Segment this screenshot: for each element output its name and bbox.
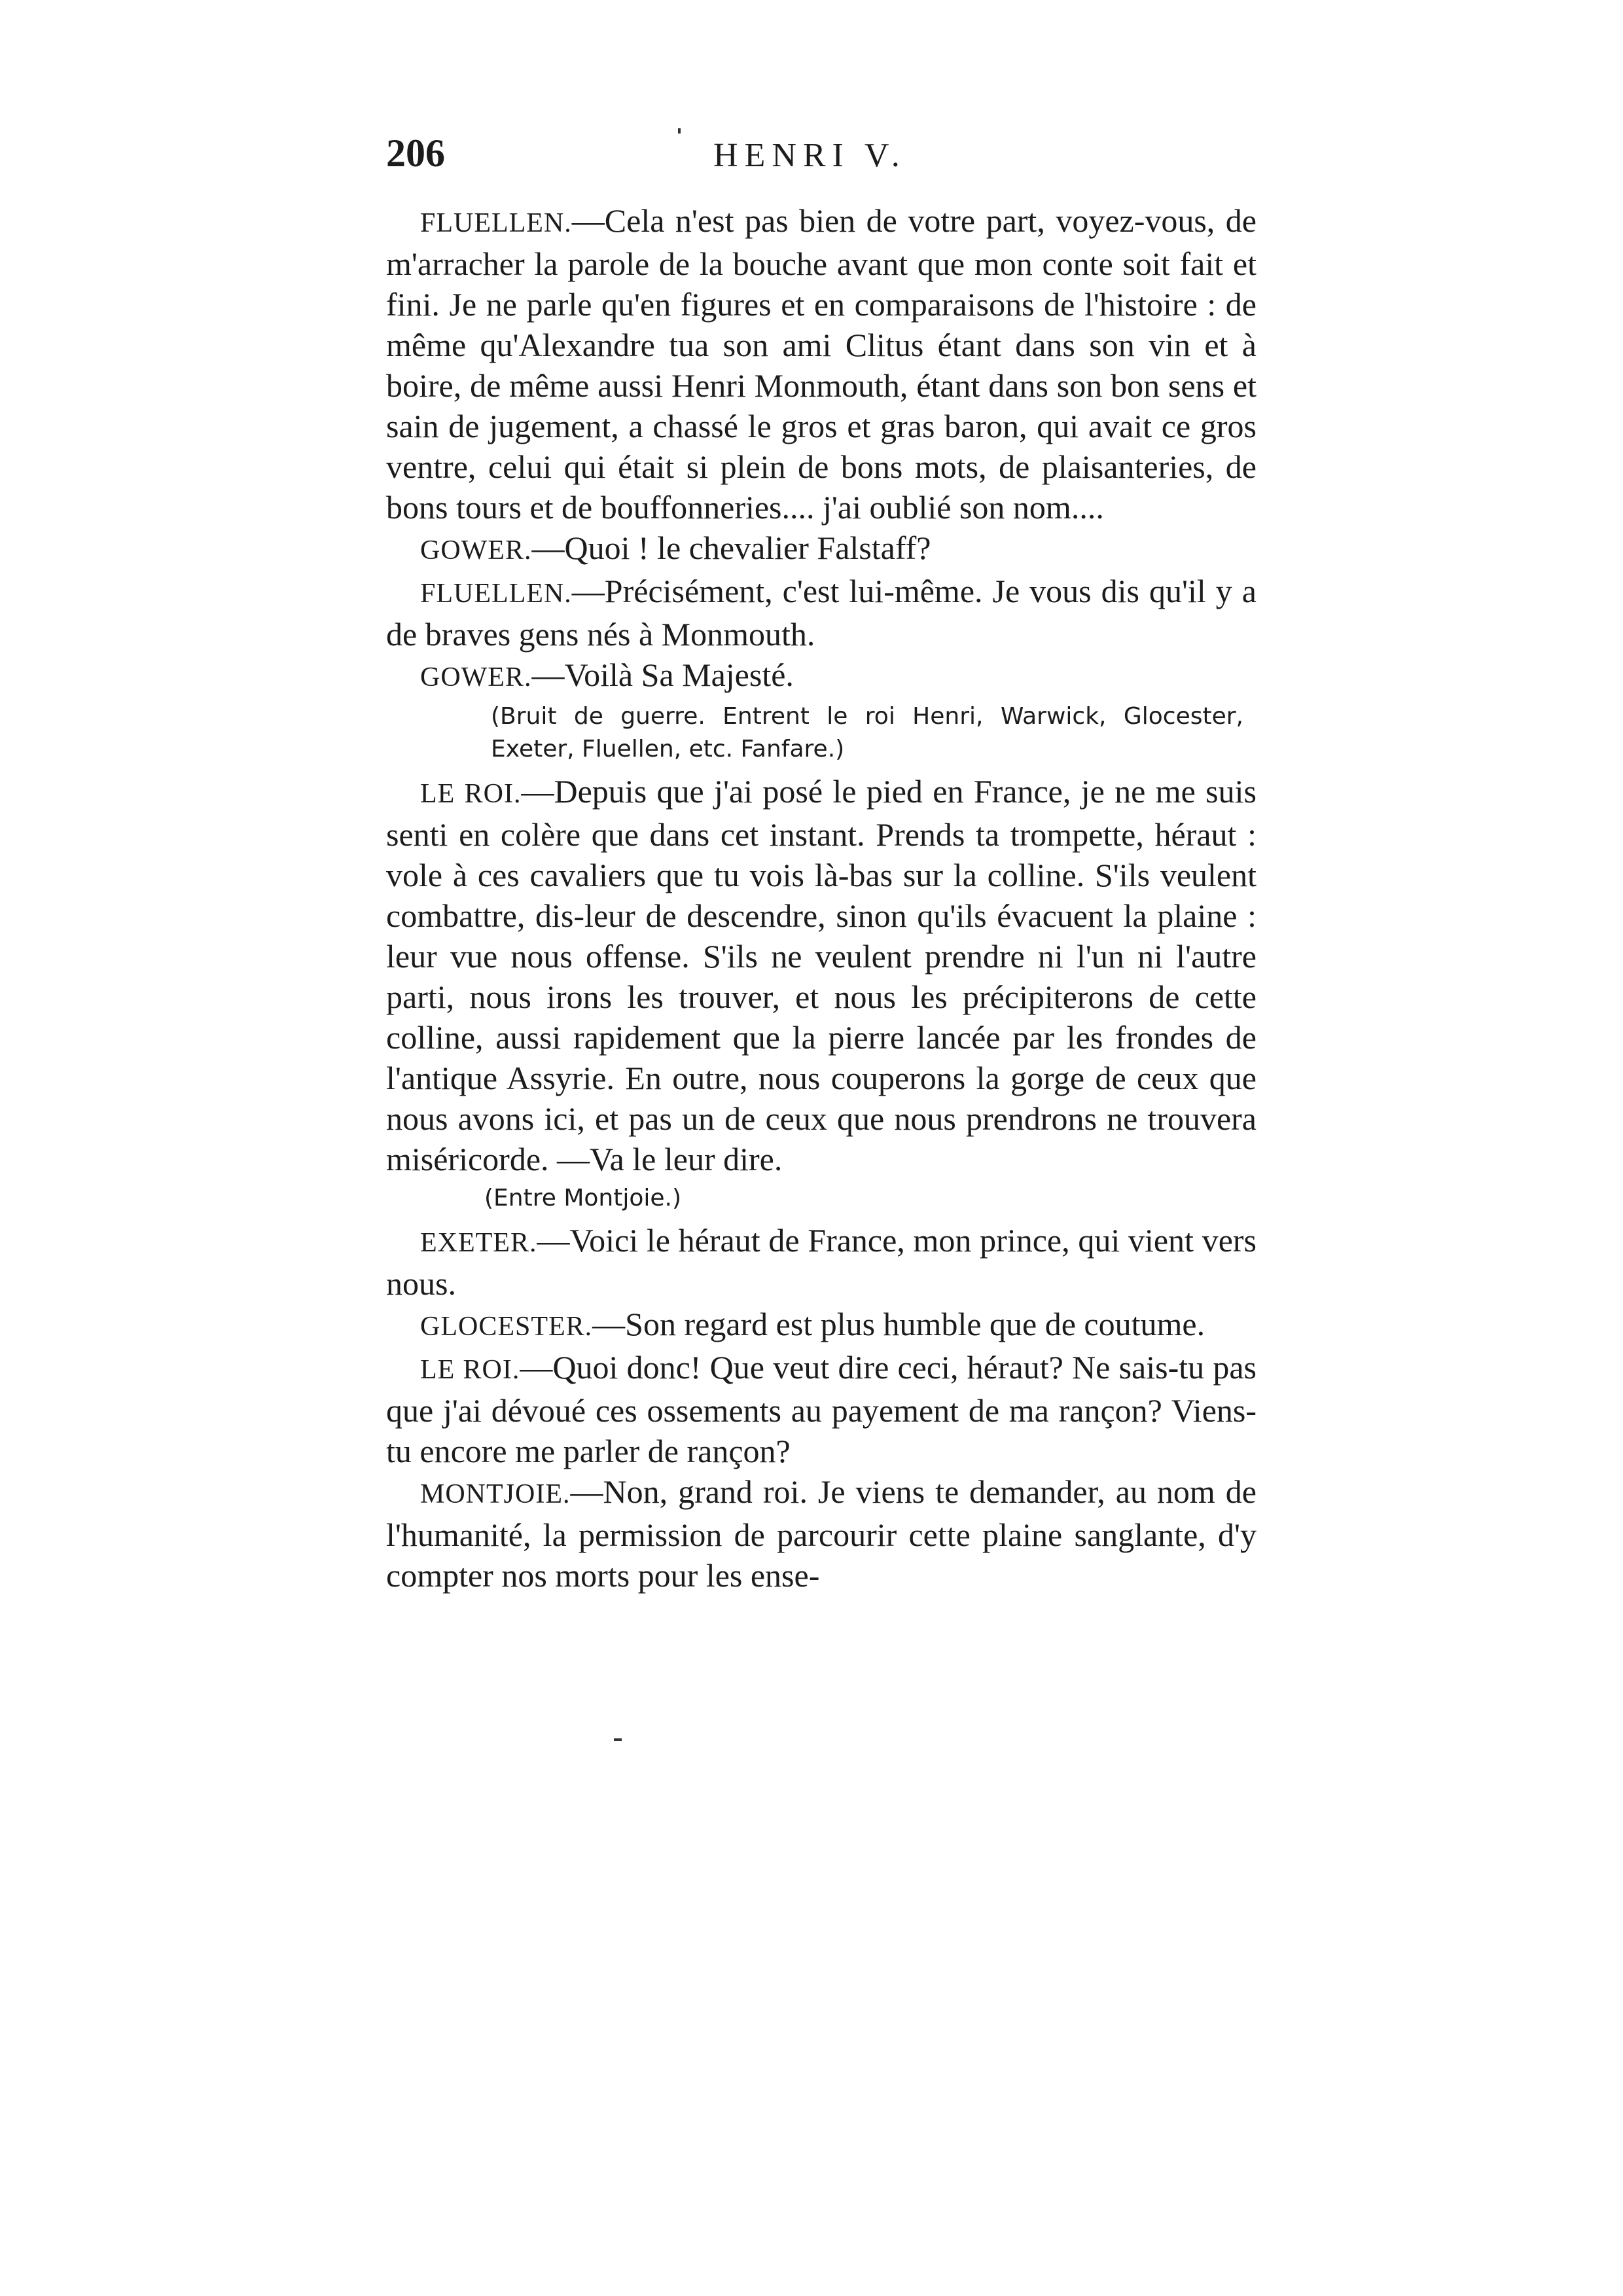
speech-glocester — [386, 1304, 1257, 1347]
speech-text: —Non, grand roi. Je viens te demander, au nom de l'humanité, la permission de parcourir cette plaine sanglante, d'y compter nos morts pour les ense- — [386, 1473, 1257, 1594]
speaker-name: LE ROI. — [420, 1355, 520, 1385]
page-header — [386, 131, 1257, 183]
page-number: 206 — [386, 132, 445, 175]
speaker-name: FLUELLEN. — [420, 208, 572, 238]
speech-exeter — [386, 1220, 1257, 1304]
speaker-name: LE ROI. — [420, 779, 522, 809]
speaker-name: EXETER. — [420, 1228, 537, 1258]
speech-le-roi-1 — [386, 771, 1257, 1179]
speech-gower-2 — [386, 655, 1257, 698]
speech-text: —Voilà Sa Majesté. — [531, 656, 794, 693]
stage-direction: (Entre Montjoie.) — [484, 1185, 682, 1211]
speech-text: —Voici le héraut de France, mon prince, qui vient vers nous. — [386, 1222, 1257, 1302]
speech-text: —Cela n'est pas bien de votre part, voyez-vous, de m'arracher la parole de la bouche avant que mon conte soit fait et fini. Je ne parle qu'en figures et en comparaisons de l'histoire : de même qu'Alexandre tua son ami Clitus étant dans son vin et à boire, de même aussi Henri Monmouth, étant dans son bon sens et sain de jugement, a chassé le gros et gras baron, qui avait ce gros ventre, celui qui était si plein de bons mots, de plaisanteries, de bons tours et de bouffonneries.... j'ai oublié son nom.... — [386, 202, 1257, 526]
stage-direction: (Bruit de guerre. Entrent le roi Henri, Warwick, Glocester, Exeter, Fluellen, etc. Fanfare.) — [491, 703, 1243, 762]
speech-text: —Précisément, c'est lui-même. Je vous dis qu'il y a de braves gens nés à Monmouth. — [386, 573, 1257, 653]
speech-le-roi-2 — [386, 1347, 1257, 1471]
speaker-name: GOWER. — [420, 535, 532, 565]
book-page — [386, 131, 1257, 1596]
speaker-name: MONTJOIE. — [420, 1479, 571, 1509]
print-speck — [678, 128, 681, 134]
speech-fluellen-2 — [386, 571, 1257, 655]
speech-montjoie — [386, 1471, 1257, 1596]
speaker-name: FLUELLEN. — [420, 579, 572, 609]
speech-fluellen-1 — [386, 200, 1257, 528]
speaker-name: GLOCESTER. — [420, 1312, 593, 1342]
speech-gower-1 — [386, 528, 1257, 571]
running-title: HENRI V. — [713, 137, 906, 174]
print-speck — [614, 1738, 622, 1741]
speaker-name: GOWER. — [420, 662, 532, 692]
speech-text: —Quoi ! le chevalier Falstaff? — [531, 529, 931, 566]
speech-text: —Quoi donc! Que veut dire ceci, héraut? Ne sais-tu pas que j'ai dévoué ces ossements au payement de ma rançon? Viens-tu encore me parler de rançon? — [386, 1349, 1257, 1469]
speech-text: —Son regard est plus humble que de coutume. — [592, 1306, 1205, 1342]
speech-text: —Depuis que j'ai posé le pied en France, je ne me suis senti en colère que dans cet instant. Prends ta trompette, héraut : vole à ces cavaliers que tu vois là-bas sur la colline. S'ils veulent combattre, dis-leur de descendre, sinon qu'ils évacuent la plaine : leur vue nous offense. S'ils ne veulent prendre ni l'un ni l'autre parti, nous irons les trouver, et nous les précipiterons de cette colline, aussi rapidement que la pierre lancée par les frondes de l'antique Assyrie. En outre, nous couperons la gorge de ceux que nous avons ici, et pas un de ceux que nous prendrons ne trouvera miséricorde. —Va le leur dire. — [386, 773, 1257, 1177]
